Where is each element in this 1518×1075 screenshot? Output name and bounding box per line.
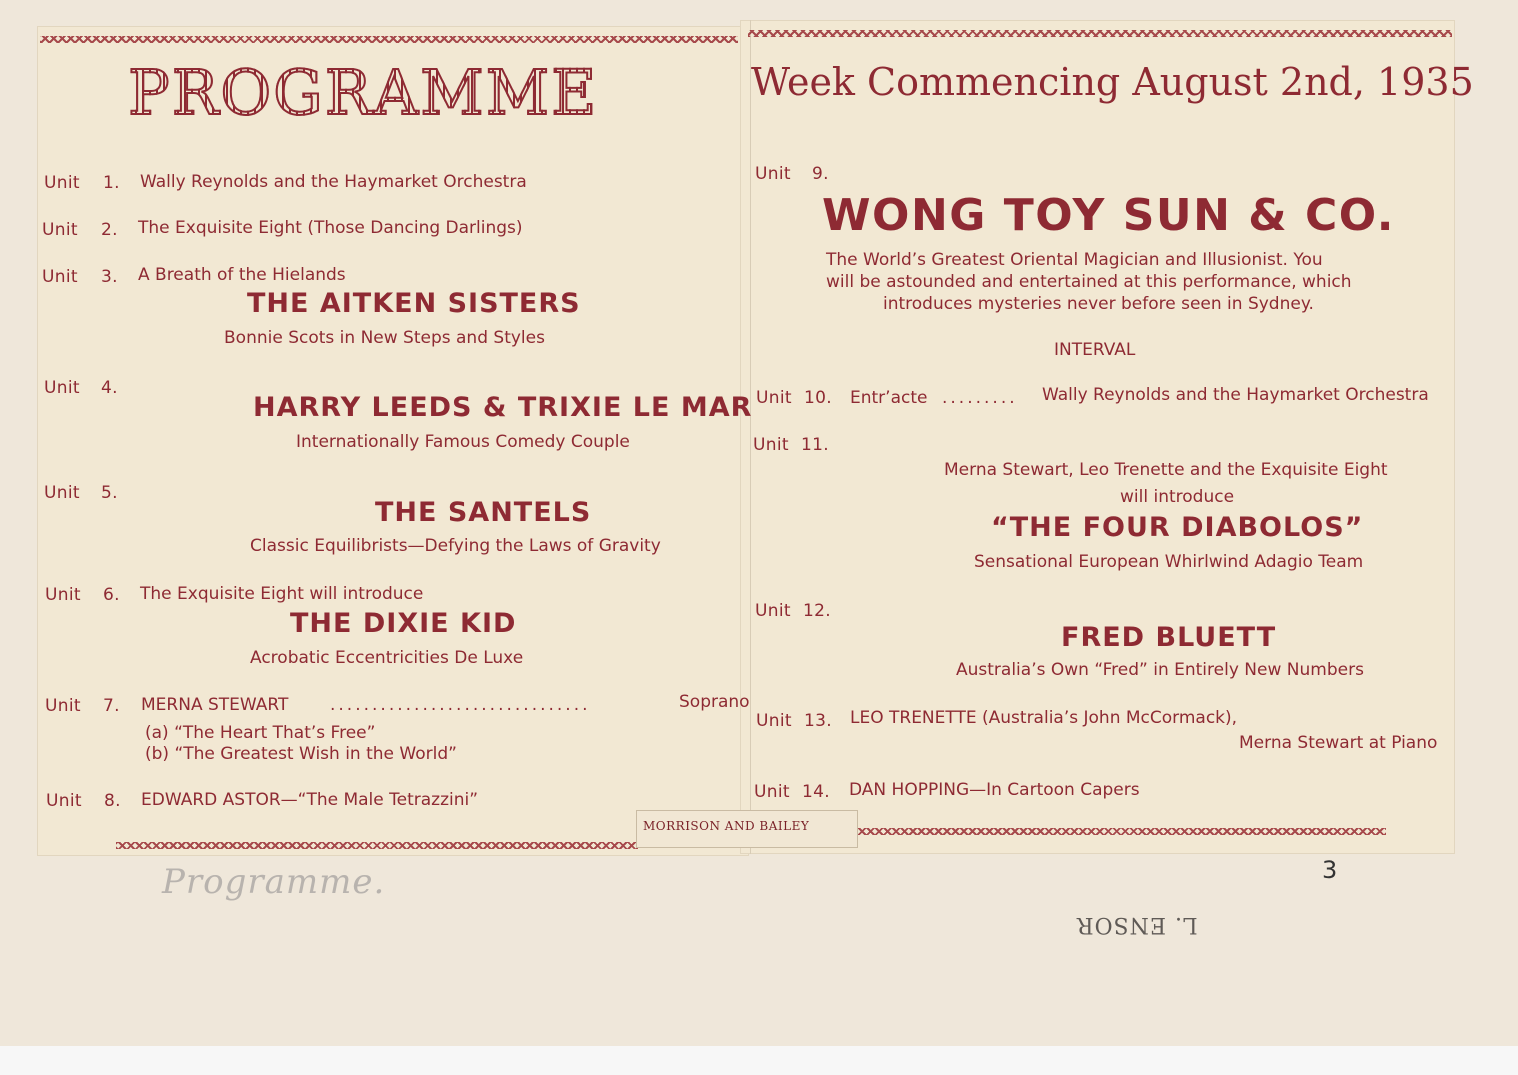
unit-11-intro-line-2: will introduce [1120,487,1235,507]
unit-6-number: 6. [103,585,120,605]
unit-4-subtitle: Internationally Famous Comedy Couple [296,432,630,452]
interval-heading: INTERVAL [1054,340,1136,360]
unit-10-number: 10. [804,388,832,408]
unit-10-text-2: Wally Reynolds and the Haymarket Orchestra [1042,385,1429,405]
unit-7-leader-dots: ............................... [330,695,591,715]
unit-1-label: Unit [44,173,80,193]
unit-3-subtitle: Bonnie Scots in New Steps and Styles [224,328,545,348]
unit-5-subtitle: Classic Equilibrists—Defying the Laws of Gravity [250,536,661,556]
unit-13-number: 13. [804,711,832,731]
unit-11-headline: “THE FOUR DIABOLOS” [991,512,1364,543]
unit-3-label: Unit [42,267,78,287]
unit-6-headline: THE DIXIE KID [290,608,517,639]
unit-8-label: Unit [46,791,82,811]
unit-9-description-line-1: The World’s Greatest Oriental Magician and Illusionist. You [826,250,1323,270]
unit-13-text-2: Merna Stewart at Piano [1239,733,1438,753]
unit-3-headline: THE AITKEN SISTERS [247,288,581,319]
scan-margin [0,1046,1518,1075]
unit-11-subtitle: Sensational European Whirlwind Adagio Team [974,552,1364,572]
printer-label [636,810,858,848]
unit-8-text: EDWARD ASTOR—“The Male Tetrazzini” [141,790,479,810]
unit-12-label: Unit [755,601,791,621]
unit-9-description-line-3: introduces mysteries never before seen in Sydney. [883,294,1314,314]
unit-5-label: Unit [44,483,80,503]
owner-stamp: L. ENSOR [1076,912,1198,937]
unit-6-subtitle: Acrobatic Eccentricities De Luxe [250,648,524,668]
unit-3-text: A Breath of the Hielands [138,265,346,285]
unit-2-number: 2. [101,220,118,240]
bottom-border-left [116,842,638,849]
page-number: 3 [1322,856,1338,884]
programme-right-page [740,20,1455,854]
unit-4-label: Unit [44,378,80,398]
bottom-border-right [856,828,1386,835]
unit-12-number: 12. [803,601,831,621]
programme-title: PROGRAMME [128,56,599,129]
unit-10-leader-dots: ......... [942,388,1018,408]
pencil-annotation: Programme. [162,862,386,902]
unit-7-number: 7. [103,696,120,716]
unit-1-text: Wally Reynolds and the Haymarket Orchestra [140,172,527,192]
unit-14-number: 14. [802,782,830,802]
unit-2-label: Unit [42,220,78,240]
unit-5-headline: THE SANTELS [375,497,592,528]
top-border-left [40,36,738,43]
unit-14-text: DAN HOPPING—In Cartoon Capers [849,780,1140,800]
unit-12-headline: FRED BLUETT [1061,622,1277,653]
unit-4-number: 4. [101,378,118,398]
unit-9-description-line-2: will be astounded and entertained at this performance, which [826,272,1352,292]
unit-14-label: Unit [754,782,790,802]
unit-7-performer: MERNA STEWART [141,695,289,715]
unit-13-text: LEO TRENETTE (Australia’s John McCormack), [850,708,1238,728]
printer-name: MORRISON AND BAILEY [643,819,810,833]
unit-12-subtitle: Australia’s Own “Fred” in Entirely New Numbers [956,660,1364,680]
unit-9-headline: WONG TOY SUN & CO. [822,190,1395,241]
unit-7-song-a: (a) “The Heart That’s Free” [145,723,376,743]
unit-5-number: 5. [101,483,118,503]
unit-6-text: The Exquisite Eight will introduce [140,584,424,604]
unit-6-label: Unit [45,585,81,605]
unit-11-label: Unit [753,435,789,455]
unit-9-label: Unit [755,164,791,184]
unit-11-number: 11. [801,435,829,455]
unit-8-number: 8. [104,791,121,811]
unit-7-song-b: (b) “The Greatest Wish in the World” [145,744,457,764]
unit-9-number: 9. [812,164,829,184]
week-commencing-title: Week Commencing August 2nd, 1935 [751,60,1474,104]
unit-7-role: Soprano [679,692,750,712]
unit-11-intro-line-1: Merna Stewart, Leo Trenette and the Exquisite Eight [944,460,1388,480]
unit-7-label: Unit [45,696,81,716]
unit-2-text: The Exquisite Eight (Those Dancing Darlings) [138,218,523,238]
unit-13-label: Unit [756,711,792,731]
unit-10-text: Entr’acte [850,388,928,408]
unit-4-headline: HARRY LEEDS & TRIXIE LE MAR [253,392,753,423]
top-border-right [748,30,1452,37]
unit-3-number: 3. [101,267,118,287]
unit-1-number: 1. [103,173,120,193]
page-join-line [750,20,751,854]
unit-10-label: Unit [756,388,792,408]
